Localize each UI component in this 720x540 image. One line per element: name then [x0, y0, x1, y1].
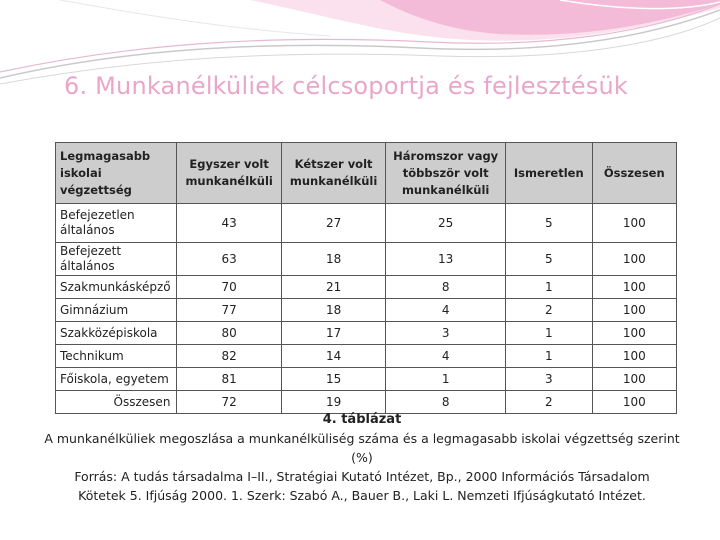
table-cell: 63: [177, 243, 281, 276]
table-row: [56, 322, 677, 345]
table-row: [56, 299, 677, 322]
table-cell: 1: [506, 322, 593, 345]
column-header: Összesen: [592, 143, 676, 204]
table-cell: 18: [281, 243, 385, 276]
table-cell: 4: [386, 345, 506, 368]
table-cell: 15: [281, 368, 385, 391]
table-cell: 100: [592, 391, 676, 414]
caption-title: 4. táblázat: [322, 412, 402, 427]
table-cell: 43: [177, 204, 281, 243]
table-cell: 21: [281, 276, 385, 299]
table-cell: 80: [177, 322, 281, 345]
table-row: [56, 345, 677, 368]
table-cell: 2: [506, 299, 593, 322]
table-cell: 19: [281, 391, 385, 414]
table-cell: 100: [592, 322, 676, 345]
caption-source-continued: Kötetek 5. Ifjúság 2000. 1. Szerk: Szabó A., Bauer B., Laki L. Nemzeti Ifjúságkutató Intézet.: [78, 488, 646, 503]
row-label: Befejezett általános: [56, 243, 177, 276]
row-label: Technikum: [56, 345, 177, 368]
table-cell: 25: [386, 204, 506, 243]
table-cell: 72: [177, 391, 281, 414]
table-cell: 27: [281, 204, 385, 243]
row-label: Főiskola, egyetem: [56, 368, 177, 391]
table-row: [56, 276, 677, 299]
table-cell: 8: [386, 276, 506, 299]
table-cell: 13: [386, 243, 506, 276]
table-cell: 5: [506, 204, 593, 243]
row-label: Szakközépiskola: [56, 322, 177, 345]
caption-source: Forrás: A tudás társadalma I–II., Stratégiai Kutató Intézet, Bp., 2000 Információs Társadalom: [74, 469, 650, 484]
table-header-row: [56, 143, 677, 204]
row-label: Gimnázium: [56, 299, 177, 322]
table-cell: 14: [281, 345, 385, 368]
table-cell: 3: [506, 368, 593, 391]
row-label: Szakmunkásképző: [56, 276, 177, 299]
table-cell: 100: [592, 276, 676, 299]
column-header: Kétszer volt munkanélküli: [281, 143, 385, 204]
column-header: Legmagasabb iskolai végzettség: [56, 143, 177, 204]
table-row: [56, 368, 677, 391]
table-row: [56, 204, 677, 243]
table-cell: 100: [592, 299, 676, 322]
table-cell: 1: [506, 345, 593, 368]
table-cell: 18: [281, 299, 385, 322]
table-cell: 1: [506, 276, 593, 299]
table-cell: 82: [177, 345, 281, 368]
table-cell: 4: [386, 299, 506, 322]
slide-title: 6. Munkanélküliek célcsoportja és fejlesztésük: [64, 72, 629, 100]
table-cell: 8: [386, 391, 506, 414]
caption-description: A munkanélküliek megoszlása a munkanélküliség száma és a legmagasabb iskolai végzettség szerint (%): [44, 431, 680, 465]
column-header: Egyszer volt munkanélküli: [177, 143, 281, 204]
table-cell: 17: [281, 322, 385, 345]
table-cell: 100: [592, 345, 676, 368]
table-cell: 77: [177, 299, 281, 322]
table-cell: 100: [592, 243, 676, 276]
data-table: [55, 142, 677, 414]
table-cell: 2: [506, 391, 593, 414]
table-cell: 3: [386, 322, 506, 345]
table-cell: 5: [506, 243, 593, 276]
row-label: Befejezetlen általános: [56, 204, 177, 243]
table-cell: 100: [592, 368, 676, 391]
column-header: Ismeretlen: [506, 143, 593, 204]
table-caption: [38, 410, 686, 505]
table-cell: 1: [386, 368, 506, 391]
table-row: [56, 243, 677, 276]
column-header: Háromszor vagy többször volt munkanélküli: [386, 143, 506, 204]
table-cell: 100: [592, 204, 676, 243]
table-figure: [38, 130, 686, 503]
table-cell: 70: [177, 276, 281, 299]
table-cell: 81: [177, 368, 281, 391]
row-label: Összesen: [56, 391, 177, 414]
